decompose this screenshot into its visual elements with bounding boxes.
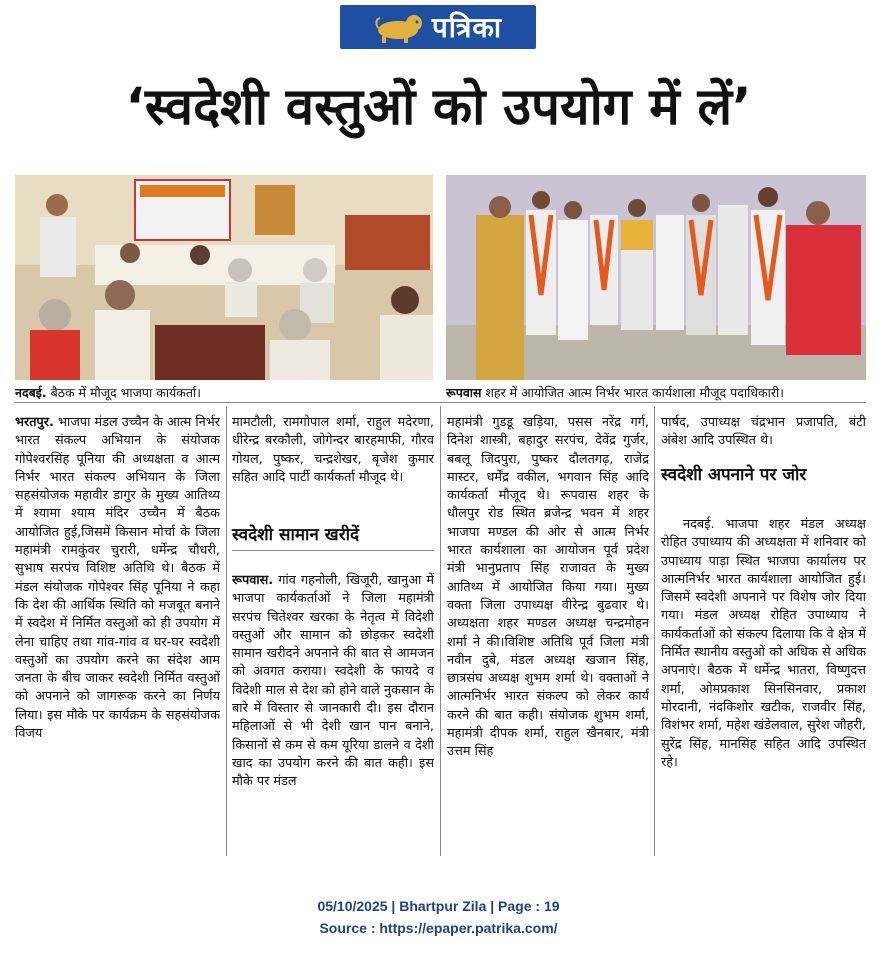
article-column-4 — [661, 516, 866, 854]
divider — [232, 550, 434, 551]
footer-date-page: 05/10/2025 | Bhartpur Zila | Page : 19 — [317, 898, 560, 914]
subheading: स्वदेशी सामान खरीदें — [232, 525, 360, 545]
caption-text: बैठक में मौजूद भाजपा कार्यकर्ता। — [46, 385, 202, 400]
footer-source: Source : https://epaper.patrika.com/ — [319, 920, 558, 936]
article-text: महामंत्री गुडडू खड़िया, पसस नरेंद्र गर्ग, दिनेश शास्त्री, बहादुर सरपंच, देवेंद्र गुर्जर, बबलू जिदपुरा, पुष्कर दौलतगढ़, राजेंद्र मास्टर, धर्मेंद्र वकील, भगवान सिंह आदि कार्यकर्ता मौजूद थे। रूपवास शहर के धौलपुर रोड स्थित ब्रजेन्द्र भवन में शहर भाजपा मण्डल की ओर से आत्म निर्भर भारत कार्यशाला का आयोजन पूर्व प्रदेश मंत्री भानुप्रताप सिंह राजावत के मुख्य आतिथ्य में आयोजित किया गया। मुख्य वक्ता जिला उपाध्यक्ष वीरेन्द्र बुढवार थे। अध्यक्षता शहर मण्डल अध्यक्ष चन्द्रमोहन शर्मा ने की।विशिष्ट अतिथि पूर्व जिला मंत्री नवीन दुबे, मंडल अध्यक्ष खजान सिंह, छात्रसंघ अध्यक्ष शुभम शर्मा थे। वक्ताओं ने आत्मनिर्भर भारत संकल्प को लेकर कार्य करने की बात कही। संयोजक शुभम शर्मा, महामंत्री दीपक शर्मा, राहुल खैनबार, मंत्री उत्तम सिंह — [447, 415, 649, 760]
article-column-1 — [15, 414, 220, 854]
article-text: मामटौली, रामगोपाल शर्मा, राहुल मदेरणा, धीरेन्द्र बरकौली, जोगेन्दर बारहमाफी, गौरव गोयल, पुष्कर, चन्द्रशेखर, बृजेश कुमार सहित आदि पार्टी कार्यकर्ता मौजूद थे। — [232, 415, 434, 485]
caption-text: शहर में आयोजित आत्म निर्भर भारत कार्यशाला मौजूद पदाधिकारी। — [481, 385, 784, 400]
newspaper-masthead — [340, 5, 536, 49]
article-text: पार्षद, उपाध्यक्ष चंद्रभान प्रजापति, बंटी अंबेश आदि उपस्थित थे। — [661, 415, 866, 449]
column-divider — [440, 406, 441, 856]
dateline: भरतपुर. — [15, 415, 54, 430]
article-text: भाजपा मंडल उच्चैन के आत्म निर्भर भारत संकल्प अभियान के संयोजक गोपेश्वरसिंह पूनिया की अध्यक्षता व आत्म निर्भर भारत संकल्प अभियान के जिला सहसंयोजक महावीर डागुर के मुख्य आतिथ्य में श्यामा श्याम मंदिर उच्चैन में बैठक आयोजित हुई,जिसमें किसान मोर्चा के जिला महामंत्री रामकुंवर चुरारी, धर्मेन्द्र चौधरी, सुभाष सरपंच विशिष्ट अतिथि थे। बैठक में मंडल संयोजक गोपेश्वर सिंह पूनिया ने कहा कि देश की आर्थिक स्थिति को मजबूत बनाने में स्वदेश में निर्मित वस्तुओं को ही उपयोग में लेना चाहिए तथा गांव-गांव व घर-घर स्वदेशी वस्तुओं का उपयोग करने का संदेश आम जनता के बीच जाकर स्वदेशी निर्मित वस्तुओं को अपनाने को जागरूक करने का निर्णय लिया। इस मौके पर कार्यक्रम के सहसंयोजक विजय — [15, 415, 220, 742]
photo-meeting — [15, 175, 433, 380]
caption-place: नदबई. — [15, 385, 47, 400]
masthead-brand: पत्रिका — [431, 11, 503, 44]
subheading: स्वदेशी अपनाने पर जोर — [661, 465, 807, 485]
article-column-2-top — [232, 414, 434, 509]
divider — [15, 402, 866, 403]
column-divider — [654, 406, 655, 856]
article-text: गांव गहनोली, खिजूरी, खानुआ में भाजपा कार्यकर्ताओं ने जिला महामंत्री सरपंच चितेश्वर खरका के नेतृत्व में विदेशी वस्तुओं और सामान को छोड़कर स्वदेशी सामान खरीदने अपनाने की बात से आमजन को अवगत कराया। स्वदेशी के फायदे व विदेशी माल से देश को होने वाले नुकसान के बारे में विस्तार से जानकारी दी। इस दौरान महिलाओं से भी देशी खान पान बनाने, किसानों से कम से कम यूरिया डालने व देशी खाद का उपयोग करने की बात कही। इस मौके पर मंडल — [232, 573, 434, 790]
article-column-4-top — [661, 414, 866, 454]
headline: ‘स्वदेशी वस्तुओं को उपयोग में लें’ — [125, 78, 752, 137]
article-column-2 — [232, 572, 434, 854]
article-column-3 — [447, 414, 649, 854]
lion-logo-icon — [374, 10, 426, 44]
column-divider — [226, 406, 227, 856]
photo-caption-right — [446, 384, 868, 401]
caption-place: रूपवास — [446, 385, 482, 400]
dateline: रूपवास. — [232, 573, 274, 588]
dateline: नदबई. — [683, 517, 715, 532]
photo-caption-left — [15, 384, 435, 401]
article-text: भाजपा शहर मंडल अध्यक्ष रोहित उपाध्याय की अध्यक्षता में शनिवार को उपाध्याय पाड़ा स्थित भाजपा कार्यालय पर आत्मनिर्भर भारत कार्यशाला आयोजित हुई। जिसमें स्वदेशी अपनाने पर विशेष जोर दिया गया। मंडल अध्यक्ष रोहित उपाध्याय ने कार्यकर्ताओं को संकल्प दिलाया कि वे क्षेत्र में निर्मित स्थानीय वस्तुओं को अधिक से अधिक अपनाएं। बैठक में धर्मेन्द्र भातरा, विष्णुदत्त शर्मा, ओमप्रकाश सिनसिनवार, प्रकाश मोरदानी, नंदकिशोर खटीक, राजवीर सिंह, विशंभर शर्मा, महेश खंडेलवाल, सुरेश जौहरी, सुरेंद्र सिंह, मानसिंह सहित आदि उपस्थित रहे। — [661, 517, 866, 770]
photo-workshop — [446, 175, 866, 380]
